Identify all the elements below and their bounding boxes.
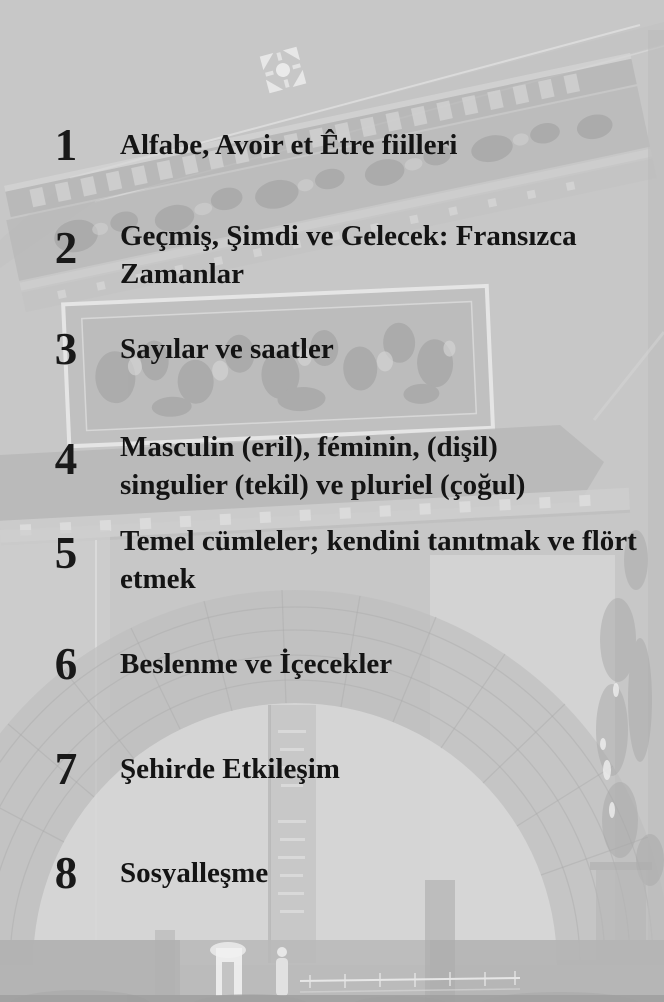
toc-item-5[interactable] [40,522,637,598]
chapter-title-line: etmek [120,563,196,595]
chapter-title [120,750,340,788]
chapter-title-line: Zamanlar [120,258,245,290]
chapter-title-line: Beslenme ve İçecekler [120,648,393,680]
chapter-number: 2 [54,223,78,273]
toc-item-1[interactable] [40,120,634,170]
chapter-number: 4 [54,434,78,484]
chapter-title [120,428,525,504]
chapter-title [120,217,577,293]
chapter-number: 3 [54,324,78,374]
chapter-title [120,854,268,892]
chapter-title-line: Sosyalleşme [120,857,269,889]
chapter-title-line: Geçmiş, Şimdi ve Gelecek: Fransızca [120,220,577,252]
chapter-title [120,522,637,598]
toc-item-4[interactable] [40,428,634,504]
toc-item-3[interactable] [40,324,634,374]
toc-item-8[interactable] [40,848,634,898]
chapter-title [120,330,334,368]
chapter-title-line: Sayılar ve saatler [120,333,334,365]
chapter-title-line: Temel cümleler; kendini tanıtmak ve flört [120,525,637,557]
chapter-number: 1 [54,120,78,170]
toc-item-7[interactable] [40,744,634,794]
toc-item-6[interactable] [40,639,634,689]
chapter-number: 7 [54,744,78,794]
chapter-number: 6 [54,639,78,689]
chapter-number: 8 [54,848,78,898]
chapter-title [120,126,457,164]
chapter-number: 5 [54,528,78,578]
chapter-title [120,645,392,683]
toc-item-2[interactable] [40,217,634,293]
chapter-title-line: Alfabe, Avoir et Être fiilleri [120,129,458,161]
chapter-title-line: singulier (tekil) ve pluriel (çoğul) [120,469,526,501]
chapter-title-line: Masculin (eril), féminin, (dişil) [120,431,498,463]
chapter-title-line: Şehirde Etkileşim [120,753,340,785]
